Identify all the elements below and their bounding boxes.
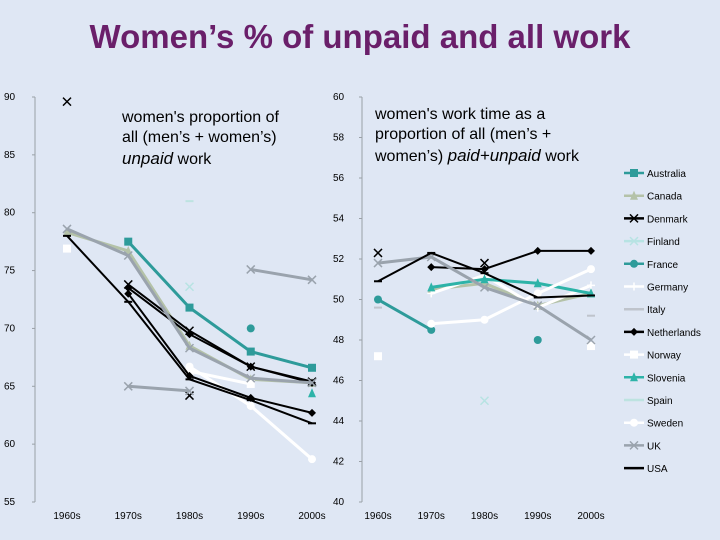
legend-item-denmark [624,214,689,225]
y-tick-label: 65 [4,381,16,393]
series-line-netherlands [431,251,591,269]
legend-marker [630,260,638,268]
data-point-norway [374,352,382,360]
data-point-netherlands [587,247,595,255]
x-tick-label: 1980s [175,511,204,522]
y-tick-label: 85 [4,149,16,161]
data-point-norway [63,245,71,253]
data-point-france [374,296,382,304]
y-tick-label: 70 [4,323,16,335]
legend-item-spain [624,396,673,407]
data-point-denmark [374,249,382,257]
x-tick-label: 1990s [237,511,265,522]
legend-item-canada [624,191,682,203]
legend-label: Australia [647,169,686,180]
legend-item-australia [624,169,686,180]
data-point-usa [374,280,382,282]
legend-item-slovenia [624,372,686,384]
data-point-usa [124,301,132,303]
legend-marker [630,399,638,401]
legend-marker [630,169,638,177]
legend-label: Denmark [647,214,688,226]
series-line-netherlands-2 [128,294,312,413]
legend-marker [630,351,638,359]
left-subtitle: women's proportion of all (men’s + women’s) unpaid work [122,109,279,168]
data-point-australia [247,348,255,356]
y-tick-label: 75 [4,265,16,277]
legend-item-italy [624,305,665,316]
y-tick-label: 90 [4,92,16,103]
data-point-usa [587,294,595,296]
legend-label: Netherlands [647,327,701,339]
x-tick-label: 1970s [114,511,142,522]
legend-item-sweden [624,419,683,430]
data-point-australia [308,364,316,372]
data-point-finland [186,283,194,291]
legend-label: Germany [647,282,689,294]
legend-label: Slovenia [647,373,686,385]
data-point-sweden [427,320,435,328]
x-tick-label: 2000s [577,511,605,522]
legend-label: Italy [647,305,666,317]
legend-label: Spain [647,396,673,407]
legend-marker [630,308,638,310]
data-point-usa [427,252,435,254]
data-point-sweden [186,363,194,371]
y-tick-label: 44 [333,416,345,427]
y-tick-label: 48 [333,335,345,346]
data-point-france [534,336,542,344]
legend-item-germany [624,283,688,294]
legend-item-finland [624,237,680,248]
legend-label: France [647,259,679,271]
data-point-australia [186,304,194,312]
chart-title: Women’s % of unpaid and all work [89,18,631,55]
data-point-slovenia [308,388,316,397]
y-tick-label: 60 [333,92,345,103]
y-tick-label: 42 [333,456,345,468]
data-point-france [247,324,255,332]
x-tick-label: 1960s [53,511,81,522]
data-point-usa [63,235,71,237]
data-point-netherlands-2 [308,409,316,417]
legend-label: USA [647,464,668,476]
data-point-italy-2 [587,315,595,317]
data-point-usa [308,422,316,424]
data-point-denmark-2 [63,98,71,106]
y-tick-label: 56 [333,173,345,184]
x-tick-label: 1970s [417,511,445,522]
series-line-france [378,300,431,330]
y-tick-label: 52 [333,254,345,265]
x-tick-label: 2000s [298,511,326,522]
legend-marker [630,419,638,427]
y-tick-label: 80 [4,207,16,219]
y-tick-label: 60 [4,439,16,451]
data-point-usa [481,272,489,274]
data-point-germany [587,281,595,289]
data-point-australia [124,238,132,246]
legend-label: Canada [647,191,683,203]
legend-item-uk [624,441,661,452]
right-subtitle: women's work time as a proportion of all (men’s + women’s) paid+unpaid work [375,106,579,165]
data-point-finland [481,397,489,405]
data-point-sweden [587,265,595,273]
legend-label: Norway [647,350,681,362]
data-point-sweden [481,316,489,324]
y-tick-label: 55 [4,497,16,508]
legend-label: Finland [647,237,680,249]
series-line-uk-2 [251,269,312,279]
legend-label: UK [647,441,661,453]
legend-item-norway [624,351,681,362]
data-point-sweden [247,402,255,410]
y-tick-label: 58 [333,132,345,144]
x-tick-label: 1990s [524,511,552,522]
data-point-spain [186,200,194,202]
x-tick-label: 1960s [364,511,392,522]
data-point-italy-2 [374,307,382,309]
y-tick-label: 40 [333,497,345,508]
legend-item-france [624,260,679,271]
legend-item-netherlands [624,328,701,339]
y-tick-label: 46 [333,375,345,387]
y-tick-label: 54 [333,213,345,225]
data-point-sweden [308,455,316,463]
data-point-usa [534,296,542,298]
legend-marker [630,328,638,336]
legend-label: Sweden [647,418,684,430]
data-point-netherlands [534,247,542,255]
legend [624,169,701,475]
legend-marker [630,467,638,469]
y-tick-label: 50 [333,294,345,306]
data-point-netherlands [427,263,435,271]
series-line-uk-3 [128,386,189,391]
legend-item-usa [624,464,668,475]
x-tick-label: 1980s [470,511,499,522]
legend-marker [630,283,638,291]
